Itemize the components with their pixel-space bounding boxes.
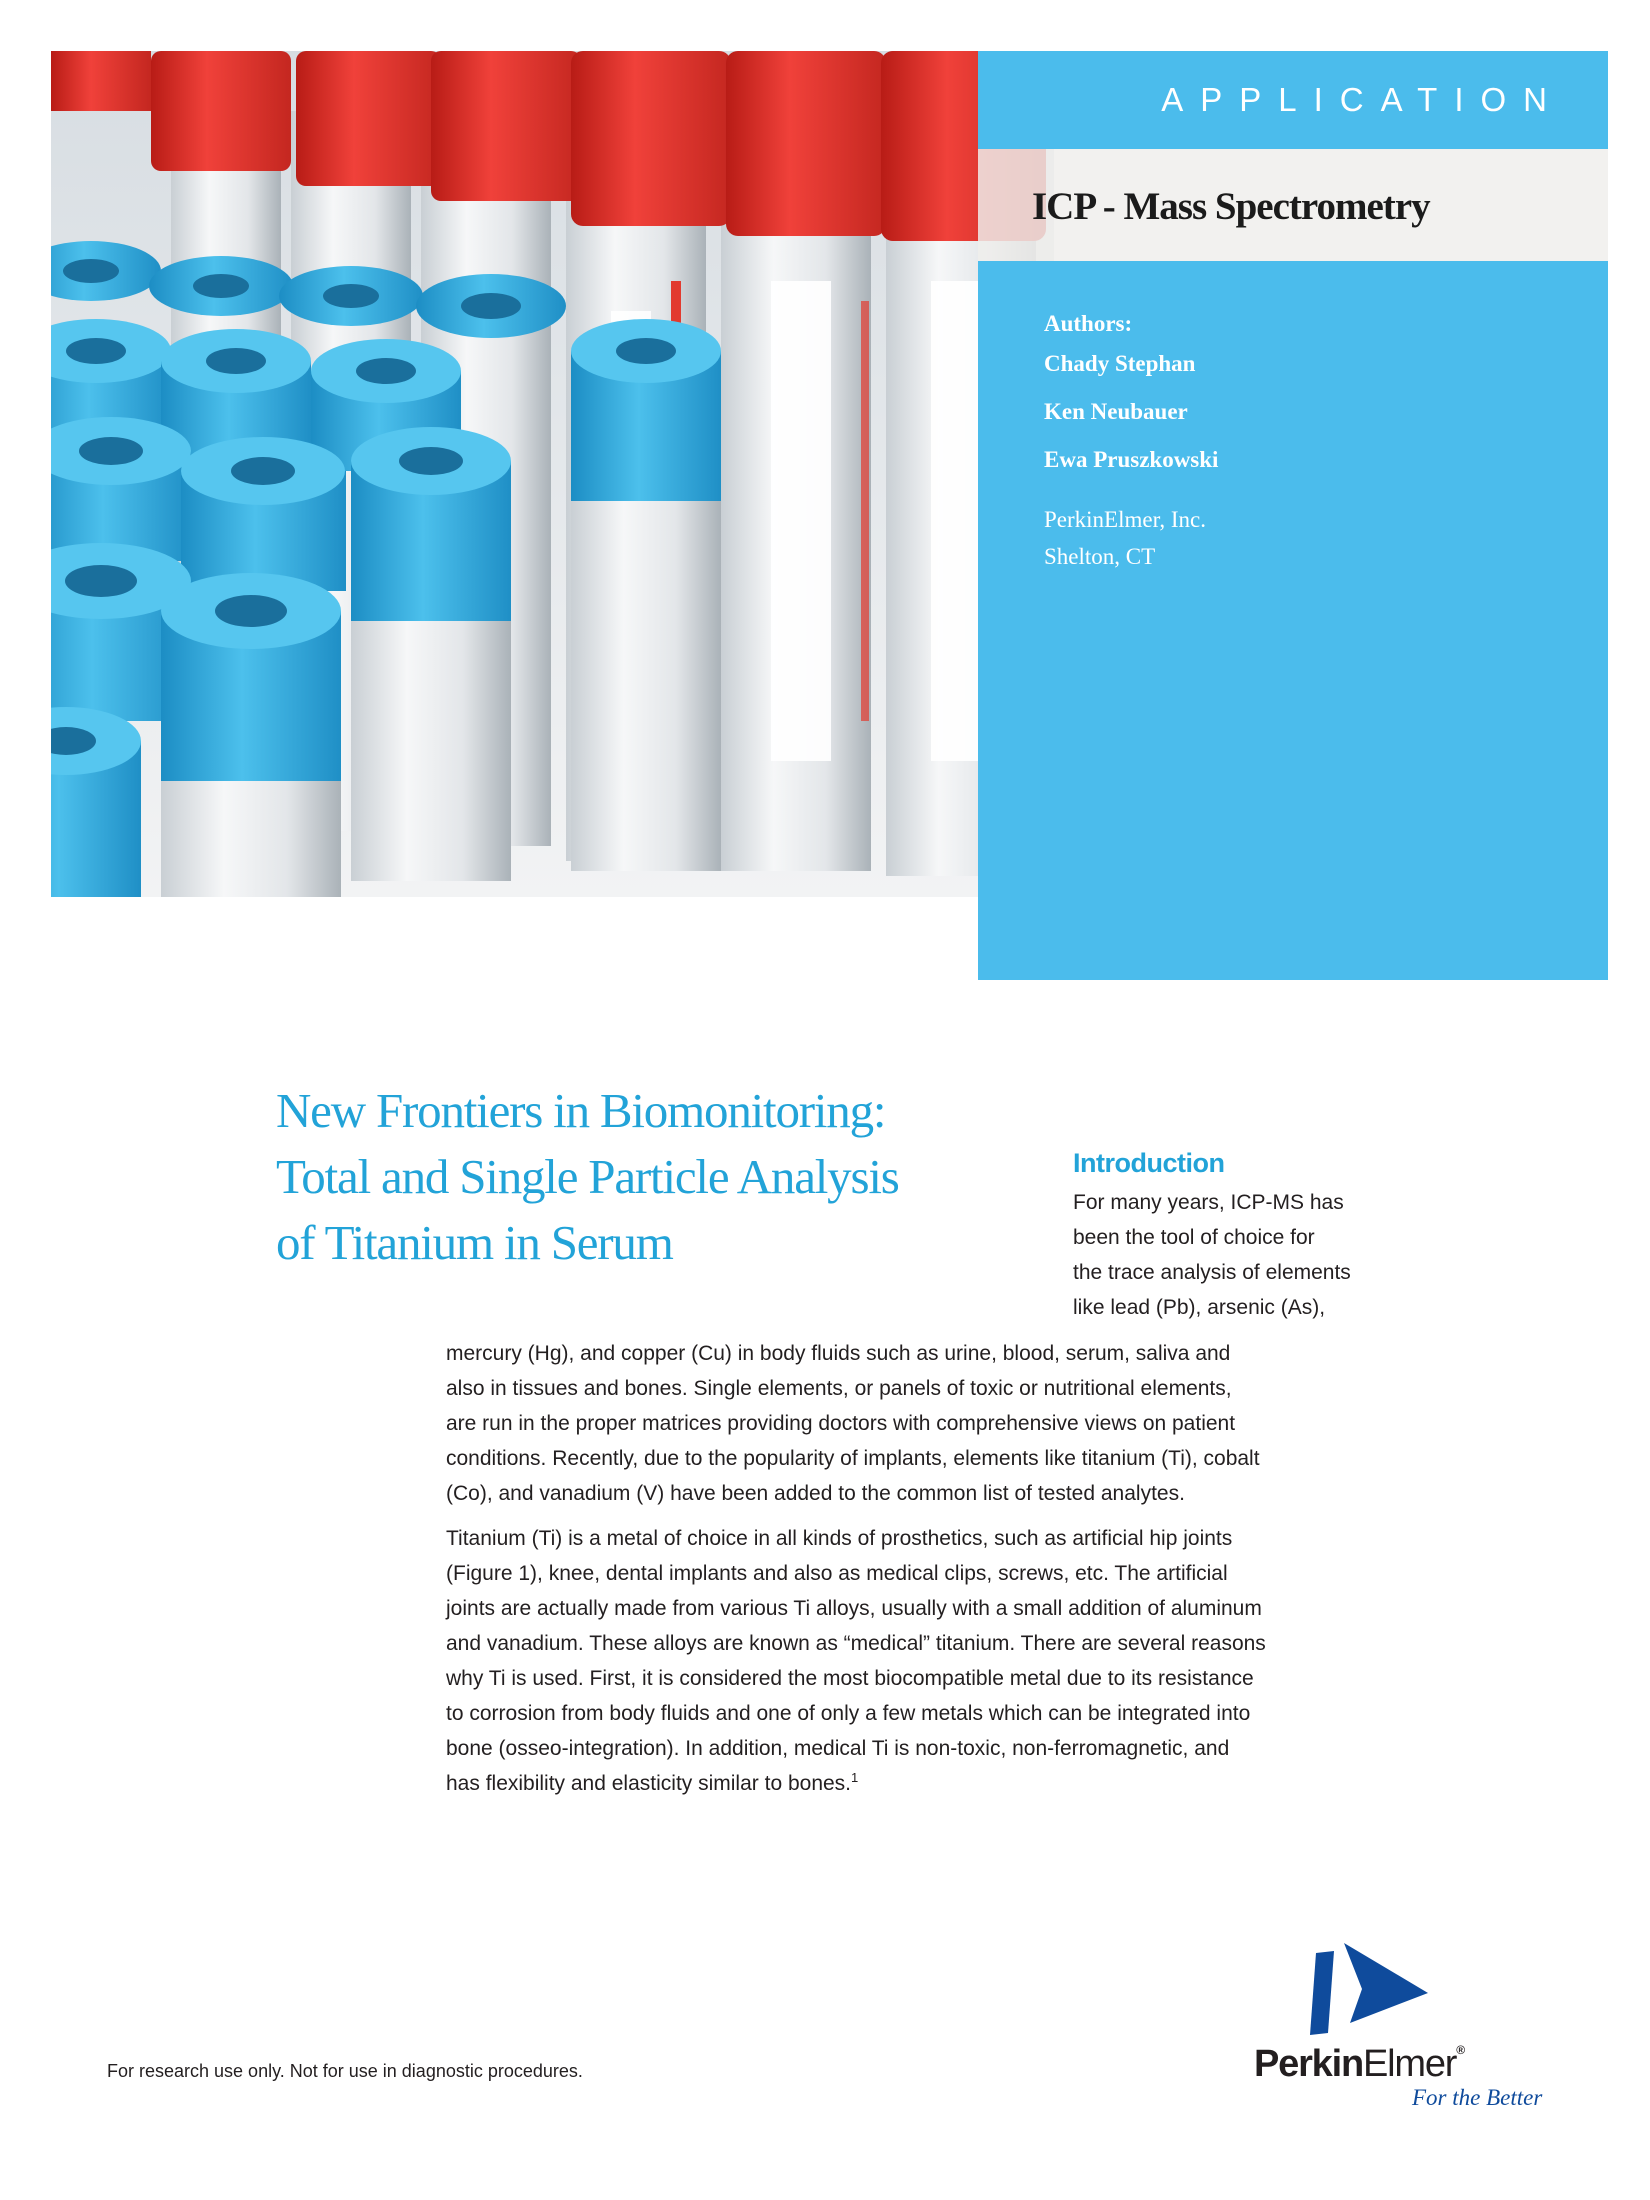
title-line: New Frontiers in Biomonitoring: — [276, 1083, 886, 1138]
text-line: the trace analysis of elements — [1073, 1261, 1351, 1284]
affiliation-organization: PerkinElmer, Inc. — [1044, 507, 1206, 532]
text-line: bone (osseo-integration). In addition, medical Ti is non-toxic, non-ferromagnetic, and — [446, 1737, 1230, 1760]
affiliation-location: Shelton, CT — [1044, 544, 1156, 569]
logo-tagline: For the Better — [1412, 2085, 1543, 2110]
author-panel — [978, 261, 1608, 980]
text-line: mercury (Hg), and copper (Cu) in body fluids such as urine, blood, serum, saliva and — [446, 1342, 1231, 1365]
text-line: (Co), and vanadium (V) have been added to the common list of tested analytes. — [446, 1482, 1185, 1505]
author-name: Ken Neubauer — [1044, 399, 1188, 424]
affiliation — [1044, 501, 1608, 575]
author-name: Chady Stephan — [1044, 351, 1196, 376]
introduction-paragraph-1 — [446, 1336, 1386, 1511]
introduction-section — [1073, 1148, 1403, 1325]
text-line: been the tool of choice for — [1073, 1226, 1315, 1249]
text-line: to corrosion from body fluids and one of only a few metals which can be integrated into — [446, 1702, 1251, 1725]
title-line: of Titanium in Serum — [276, 1215, 673, 1270]
document-title — [276, 1078, 1036, 1276]
disclaimer-text: For research use only. Not for use in diagnostic procedures. — [107, 2061, 583, 2081]
text-line: and vanadium. These alloys are known as “medical” titanium. There are several reasons — [446, 1632, 1266, 1655]
text-line: has flexibility and elasticity similar to bones. — [446, 1772, 852, 1795]
text-line: why Ti is used. First, it is considered the most biocompatible metal due to its resistance — [446, 1667, 1254, 1690]
introduction-lead — [1073, 1185, 1403, 1325]
text-line: Titanium (Ti) is a metal of choice in all kinds of prosthetics, such as artificial hip joints — [446, 1527, 1233, 1550]
title-line: Total and Single Particle Analysis — [276, 1149, 899, 1204]
category-title: ICP - Mass Spectrometry — [1032, 185, 1430, 228]
perkinelmer-p-mark-icon — [1310, 1943, 1430, 2038]
introduction-paragraph-2 — [446, 1521, 1386, 1801]
logo-wordmark — [1254, 2043, 1464, 2086]
text-line-last — [446, 1766, 1386, 1801]
registered-mark: ® — [1456, 2043, 1464, 2057]
introduction-heading: Introduction — [1073, 1148, 1225, 1178]
category-band — [978, 149, 1608, 261]
author-name: Ewa Pruszkowski — [1044, 447, 1219, 472]
logo-brand-b: Elmer — [1362, 2043, 1457, 2085]
authors-heading: Authors: — [1044, 311, 1133, 336]
logo-brand-a: Perkin — [1254, 2043, 1363, 2085]
text-line: (Figure 1), knee, dental implants and also as medical clips, screws, etc. The artificial — [446, 1562, 1228, 1585]
text-line: also in tissues and bones. Single elements, or panels of toxic or nutritional elements, — [446, 1377, 1232, 1400]
footnote-reference[interactable]: 1 — [851, 1770, 859, 1785]
text-line: like lead (Pb), arsenic (As), — [1073, 1296, 1326, 1319]
text-line: joints are actually made from various Ti alloys, usually with a small addition of aluminum — [446, 1597, 1262, 1620]
text-line: For many years, ICP-MS has — [1073, 1191, 1344, 1214]
hero-image-sample-tubes — [51, 51, 1054, 897]
application-note-banner: APPLICATION — [978, 51, 1608, 149]
perkinelmer-logo — [1246, 1943, 1566, 2113]
text-line: are run in the proper matrices providing doctors with comprehensive views on patient — [446, 1412, 1236, 1435]
text-line: conditions. Recently, due to the popularity of implants, elements like titanium (Ti), cobalt — [446, 1447, 1260, 1470]
